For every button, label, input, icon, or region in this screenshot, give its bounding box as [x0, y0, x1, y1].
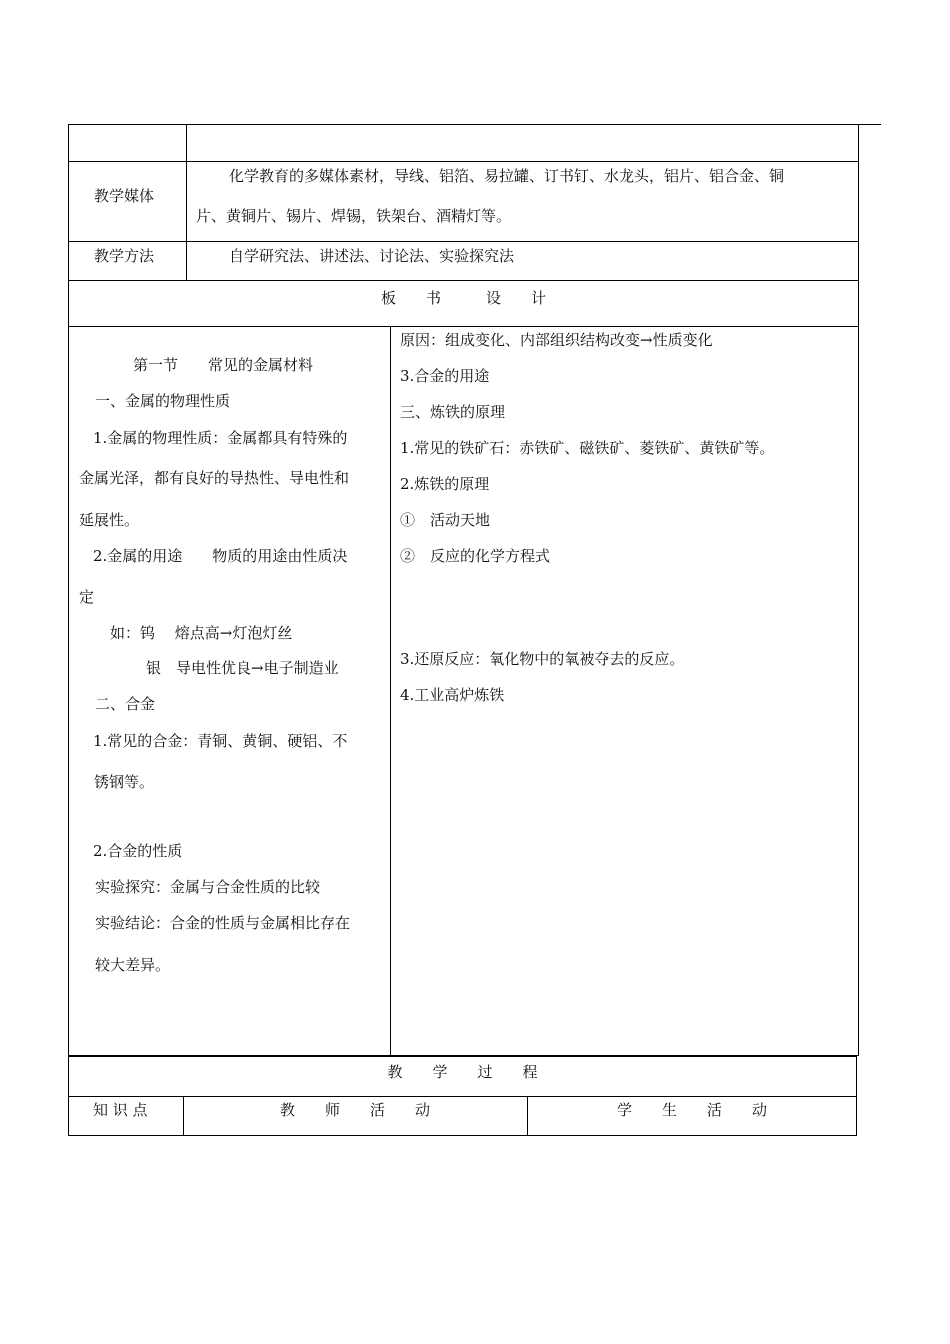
board-left-line: 如：钨 熔点高→灯泡灯丝 — [110, 624, 293, 642]
media-content-line1: 化学教育的多媒体素材，导线、铝箔、易拉罐、订书钉、水龙头，铝片、铝合金、铜 — [229, 167, 785, 185]
board-right-line: 2.炼铁的原理 — [400, 475, 490, 493]
board-left-line: 2.合金的性质 — [93, 842, 183, 860]
board-column-divider — [390, 326, 391, 1056]
board-left-line: 二、合金 — [95, 695, 156, 713]
board-left-line: 实验探究：金属与合金性质的比较 — [95, 878, 321, 896]
board-left-line: 金属光泽，都有良好的导热性、导电性和 — [79, 469, 350, 487]
media-label: 教学媒体 — [94, 187, 155, 205]
board-left-line: 1.金属的物理性质：金属都具有特殊的 — [93, 429, 348, 447]
row-divider — [68, 161, 859, 162]
row-divider — [68, 241, 859, 242]
top-right-tick — [859, 124, 881, 125]
board-right-line: ① 活动天地 — [400, 511, 491, 529]
board-left-line: 定 — [79, 588, 95, 606]
method-content: 自学研究法、讲述法、讨论法、实验探究法 — [229, 247, 515, 265]
board-right-line: 原因：组成变化、内部组织结构改变→性质变化 — [400, 331, 713, 349]
process-col-student: 学 生 活 动 — [616, 1101, 767, 1119]
process-col-knowledge: 知 识 点 — [93, 1101, 148, 1119]
board-left-line: 1.常见的合金：青铜、黄铜、硬铝、不 — [93, 732, 348, 750]
board-right-line: 3.还原反应：氧化物中的氧被夺去的反应。 — [400, 650, 685, 668]
board-right-line: 4.工业高炉炼铁 — [400, 686, 505, 704]
board-left-line: 第一节 常见的金属材料 — [133, 356, 314, 374]
label-column-divider — [186, 124, 187, 280]
row-divider — [68, 280, 859, 281]
board-right-line: 三、炼铁的原理 — [400, 403, 506, 421]
process-title: 教 学 过 程 — [387, 1063, 538, 1081]
board-left-line: 实验结论：合金的性质与金属相比存在 — [95, 914, 351, 932]
board-left-line: 较大差异。 — [95, 956, 171, 974]
board-left-line: 一、金属的物理性质 — [95, 392, 231, 410]
board-left-line: 银 导电性优良→电子制造业 — [146, 659, 339, 677]
process-col-teacher: 教 师 活 动 — [279, 1101, 430, 1119]
board-right-line: ② 反应的化学方程式 — [400, 547, 551, 565]
method-label: 教学方法 — [94, 247, 155, 265]
board-right-line: 3.合金的用途 — [400, 367, 490, 385]
media-content-line2: 片、黄铜片、锡片、焊锡，铁架台、酒精灯等。 — [196, 207, 512, 225]
board-left-line: 延展性。 — [79, 511, 140, 529]
board-left-line: 锈钢等。 — [94, 773, 155, 791]
board-right-line: 1.常见的铁矿石：赤铁矿、磁铁矿、菱铁矿、黄铁矿等。 — [400, 439, 775, 457]
process-header-divider — [68, 1096, 857, 1097]
board-left-line: 2.金属的用途 物质的用途由性质决 — [93, 547, 348, 565]
row-divider — [68, 326, 859, 327]
board-title: 板 书 设 计 — [380, 289, 546, 307]
